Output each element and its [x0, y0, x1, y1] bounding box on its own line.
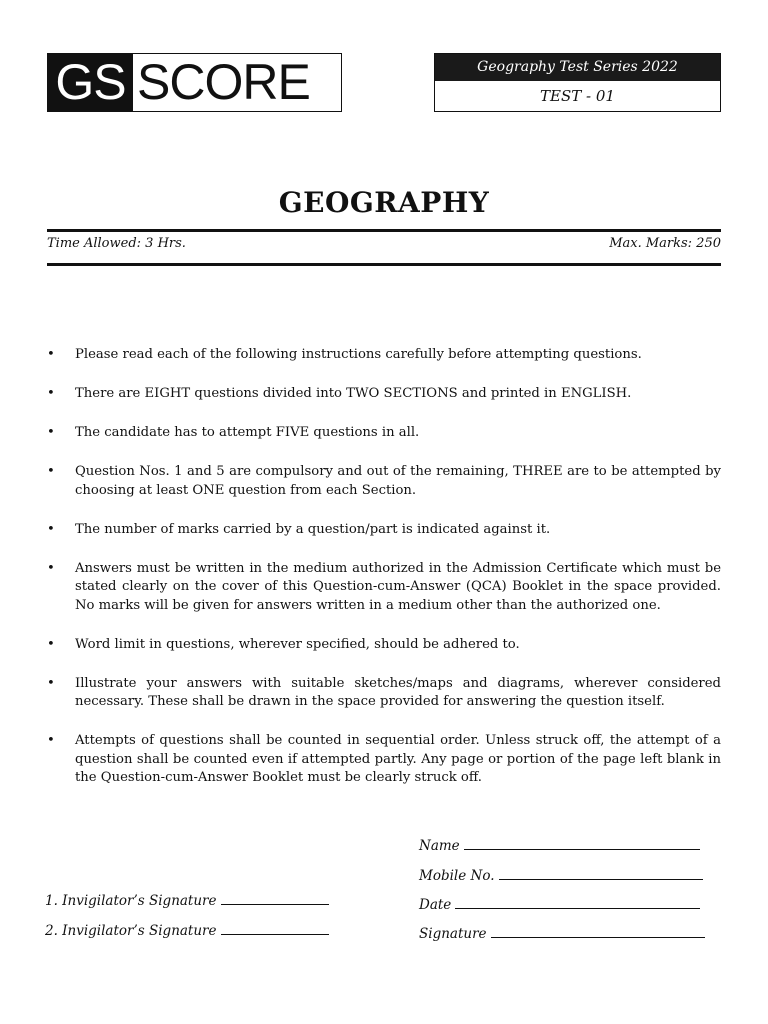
bullet-icon: • [47, 386, 55, 401]
date-label: Date [419, 897, 452, 913]
page-title: GEOGRAPHY [278, 186, 490, 219]
invigilator-2-blank[interactable] [221, 933, 329, 935]
test-number: TEST - 01 [540, 87, 615, 105]
bullet-icon: • [47, 733, 55, 748]
title-bottom-rule [47, 263, 721, 266]
mobile-blank[interactable] [499, 878, 703, 880]
invigilator-2-label: 2. Invigilator’s Signature [45, 923, 217, 939]
mobile-label: Mobile No. [419, 868, 495, 884]
bullet-icon: • [47, 347, 55, 362]
instruction-item: • Word limit in questions, wherever specified, should be adhered to. [47, 636, 721, 655]
instruction-item: • Attempts of questions shall be counted in sequential order. Unless struck off, the attempt of a question shall be counted even if attempted partly. Any page or portion of the page left blank in the Question-cum-Answer Booklet must be clearly struck off. [47, 733, 721, 785]
instruction-item: • There are EIGHT questions divided into TWO SECTIONS and printed in ENGLISH. [47, 385, 721, 404]
signature-label: Signature [419, 926, 487, 942]
date-field[interactable] [419, 897, 700, 913]
instruction-item: • Question Nos. 1 and 5 are compulsory and out of the remaining, THREE are to be attempted by choosing at least ONE question from each Section. [47, 464, 721, 498]
bullet-icon: • [47, 425, 55, 440]
logo-score: SCORE [137, 54, 310, 110]
invigilator-1-label: 1. Invigilator’s Signature [45, 893, 217, 909]
bullet-icon: • [47, 560, 55, 576]
instruction-item: • Illustrate your answers with suitable sketches/maps and diagrams, wherever considered necessary. These shall be drawn in the space provided for answering the question itself. [47, 675, 721, 709]
title-top-rule [47, 229, 721, 232]
test-series-title: Geography Test Series 2022 [435, 54, 720, 81]
instruction-item: • The candidate has to attempt FIVE questions in all. [47, 424, 721, 443]
instruction-item: • Answers must be written in the medium authorized in the Admission Certificate which must be stated clearly on the cover of this Question-cum-Answer (QCA) Booklet in the space provided. No marks will be given for answers written in a medium other than the authorized one. [47, 560, 721, 613]
bullet-icon: • [47, 521, 55, 537]
invigilator-1-blank[interactable] [221, 903, 329, 905]
bullet-icon: • [47, 464, 55, 479]
name-label: Name [419, 838, 460, 854]
invigilator-2-field[interactable] [45, 923, 329, 939]
bullet-icon: • [47, 675, 55, 691]
name-field[interactable] [419, 838, 700, 854]
date-blank[interactable] [455, 907, 700, 909]
max-marks: Max. Marks: 250 [609, 236, 721, 251]
instruction-item: • Please read each of the following instructions carefully before attempting questions. [47, 346, 721, 365]
invigilator-1-field[interactable] [45, 893, 329, 909]
mobile-field[interactable] [419, 868, 703, 884]
time-allowed: Time Allowed: 3 Hrs. [47, 236, 186, 251]
signature-blank[interactable] [491, 936, 705, 938]
bullet-icon: • [47, 636, 55, 652]
logo-gs: GS [48, 54, 133, 111]
gs-score-logo [47, 53, 342, 112]
name-blank[interactable] [464, 848, 700, 850]
instructions-list [47, 346, 721, 808]
signature-field[interactable] [419, 926, 705, 942]
exam-meta-row [47, 236, 721, 251]
test-series-box [434, 53, 721, 112]
instruction-item: • The number of marks carried by a question/part is indicated against it. [47, 521, 721, 540]
